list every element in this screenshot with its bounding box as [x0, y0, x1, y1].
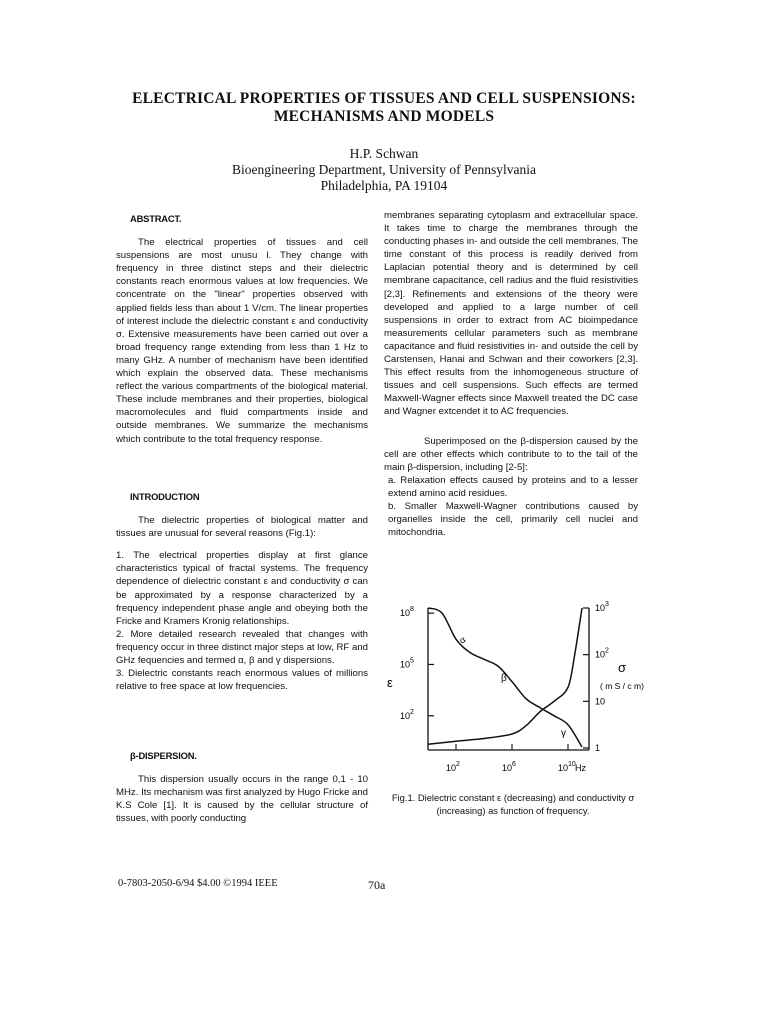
x-tick-label: $10^6$ — [502, 761, 516, 773]
right-item-b: b. Smaller Maxwell-Wagner contributions caused by organelles inside the cell, primarily cell nuclei and mitochondria. — [388, 500, 638, 539]
introduction-para: The dielectric properties of biological matter and tissues are unusual for several reasons (Fig.1): — [116, 515, 368, 540]
right-para-1: membranes separating cytoplasm and extracellular space. It takes time to charge the membranes through the conducting phases in- and outside the cell membranes. The time constant of this process is readily derived from Laplacian potential theory and is determined by cell membrane capacitance, cell radius and the fluid resistivities [2,3]. Refinements and extensions of the theory were developed and applied to a large number of cell suspensions in order to extract from AC bioimpedance measurements cellular parameters such as membrane capacitance and fluid resistivities in- and outside the cell by Carstensen, Hanai and Schwan and their coworkers [2,3]. This effect results from the inhomogeneous structure of tissues and cell suspensions. Such effects are termed Maxwell-Wagner effects since Maxwell treated the DC case and Wagner extcendet it to AC frequencies. — [384, 210, 638, 418]
left-tick-label-exponent: 8 — [410, 606, 414, 614]
right-tick-label: 1 — [595, 743, 601, 753]
left-axis-label: ε — [387, 675, 393, 690]
left-tick-label-exponent: 2 — [410, 708, 414, 716]
x-tick-label: $10^{10}$ — [558, 761, 576, 773]
right-tick-label-exponent: 2 — [605, 647, 609, 655]
right-tick-label: 10 — [595, 696, 606, 707]
paper-title — [0, 90, 768, 126]
x-tick-label: $10^2$ — [446, 761, 460, 773]
left-tick-label: $10^5$ — [400, 657, 414, 670]
x-axis-unit: Hz — [575, 763, 586, 773]
introduction-section — [116, 490, 368, 693]
right-tick-label-exponent: 3 — [605, 601, 609, 608]
author-location: Philadelphia, PA 19104 — [320, 178, 448, 193]
right-para-2: Superimposed on the β-dispersion caused by the cell are other effects which contribute to to the tail of the main β-dispersion, including [2-5]: — [384, 435, 638, 473]
title-line-1: ELECTRICAL PROPERTIES OF TISSUES AND CELL SUSPENSIONS: — [132, 90, 636, 107]
abstract-text: The electrical properties of tissues and cell suspensions are most unusu l. They change with frequency in three distinct steps and their dielectric constants reach enormous values at low frequencies. We concentrate on the "linear" properties observed with applied fields less than about 1 V/cm. The linear properties of interest include the dielectric constant ε and conductivity σ. Extensive measurements have been carried out over a broad frequency range extending from less than 1 Hz to many GHz. A number of mechanism have been identified which explain the observed data. These mechanisms reflect the various compartments of the biological material. These include membranes and their properties, biological macromolecules and fluid compartments inside and outside membranes. We summarize the mechanisms which contribute to the total frequency response. — [116, 237, 368, 445]
footer-copyright: 0-7803-2050-6/94 $4.00 ©1994 IEEE — [118, 878, 278, 889]
abstract-heading: ABSTRACT. — [130, 213, 182, 224]
title-line-2: MECHANISMS AND MODELS — [273, 108, 495, 125]
x-tick-label-exponent: 2 — [456, 761, 460, 768]
left-tick-label: $10^2$ — [400, 708, 414, 721]
author-affiliation: Bioengineering Department, University of Pennsylvania — [231, 162, 537, 177]
page-number: 70a — [368, 878, 386, 892]
introduction-heading: INTRODUCTION — [130, 491, 200, 502]
left-ticks — [400, 606, 434, 721]
gamma-label: γ — [561, 728, 566, 739]
right-tick-label: $10^3$ — [595, 601, 609, 613]
x-ticks — [446, 744, 586, 773]
right-item-a: a. Relaxation effects caused by proteins and to a lesser extend amino acid residues. — [388, 474, 638, 499]
right-tick-label: $10^2$ — [595, 647, 609, 660]
intro-item-2: 2. More detailed research revealed that changes with frequency occur in three distinct major steps at low, RF and GHz fequencies and termed α, β and γ dispersions. — [116, 628, 368, 667]
author-name: H.P. Schwan — [349, 146, 419, 161]
alpha-label: α — [457, 634, 468, 646]
right-ticks — [583, 601, 609, 753]
beta-label: β — [501, 673, 507, 684]
intro-item-3: 3. Dielectric constants reach enormous values of millions relative to free space at low frequencies. — [116, 668, 368, 693]
abstract-section — [116, 212, 368, 446]
x-tick-label-exponent: 6 — [512, 761, 516, 768]
beta-dispersion-section — [116, 749, 368, 825]
left-tick-label: $10^8$ — [400, 606, 414, 619]
right-axis-unit: ( m S / c m) — [600, 681, 644, 691]
right-column-text — [384, 209, 638, 539]
author-block — [0, 146, 768, 194]
intro-item-1: 1. The electrical properties display at first glance characteristics typical of fractal systems. The frequency dependence of dielectric constant ε and conductivity σ can be approximated by a response characterized by a frequency independent phase angle and obeying both the Fricke and Kramers Kronig relationships. — [116, 550, 368, 627]
beta-dispersion-heading: β-DISPERSION. — [130, 750, 197, 761]
figure-1-chart — [384, 590, 644, 780]
beta-dispersion-text: This dispersion usually occurs in the range 0,1 - 10 MHz. Its mechanism was first analyzed by Hugo Fricke and K.S Cole [1]. It is caused by the cellular structure of tissues, with poorly conducting — [116, 774, 368, 825]
figure-1 — [384, 590, 644, 780]
left-tick-label-exponent: 5 — [410, 657, 414, 665]
x-tick-label-exponent: 10 — [568, 761, 576, 768]
right-axis-label: σ — [618, 660, 627, 675]
figure-caption: Fig.1. Dielectric constant ε (decreasing) and conductivity σ (increasing) as function of frequency. — [391, 792, 635, 816]
